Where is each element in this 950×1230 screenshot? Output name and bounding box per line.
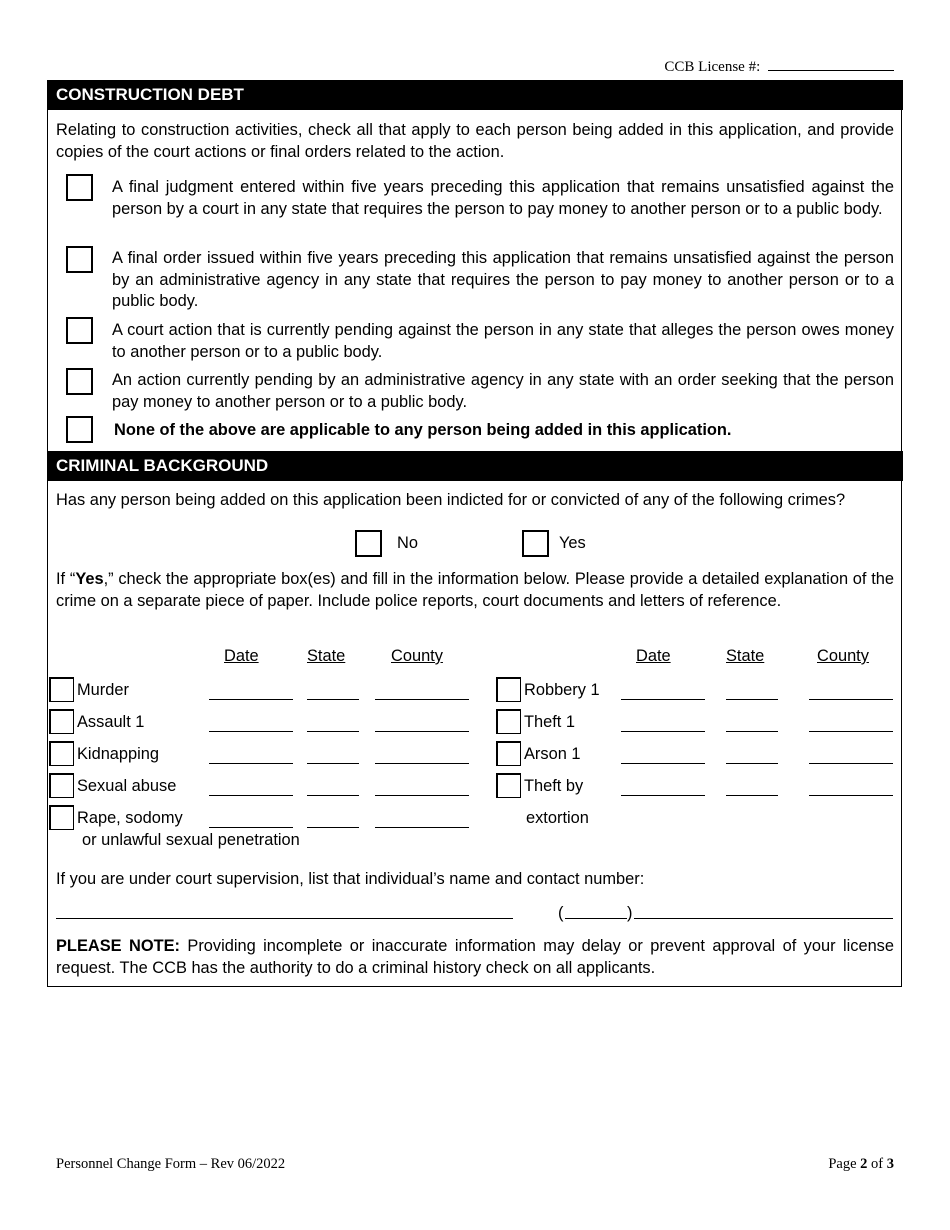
left-date-header: Date	[224, 647, 259, 665]
theft-extortion-county-line[interactable]	[809, 795, 893, 796]
arson-county-line[interactable]	[809, 763, 893, 764]
sexual-abuse-county-line[interactable]	[375, 795, 469, 796]
crime-checkbox-murder[interactable]	[49, 677, 74, 702]
theft-state-line[interactable]	[726, 731, 778, 732]
left-county-header: County	[391, 647, 443, 665]
assault-state-line[interactable]	[307, 731, 359, 732]
rape-state-line[interactable]	[307, 827, 359, 828]
crime-checkbox-arson[interactable]	[496, 741, 521, 766]
sexual-abuse-date-line[interactable]	[209, 795, 293, 796]
crime-label-assault: Assault 1	[77, 713, 145, 731]
crime-label-extortion-cont: extortion	[526, 809, 589, 827]
crime-checkbox-robbery[interactable]	[496, 677, 521, 702]
crime-label-kidnapping: Kidnapping	[77, 745, 160, 763]
construction-debt-intro: Relating to construction activities, check all that apply to each person being added in this application, and provide copies of the court actions or final orders related to the action.	[56, 121, 894, 161]
crime-label-arson: Arson 1	[524, 745, 581, 763]
crime-label-robbery: Robbery 1	[524, 681, 600, 699]
ccb-license-input-line[interactable]	[768, 56, 894, 71]
crime-label-theft-extortion: Theft by	[524, 777, 584, 795]
right-state-header: State	[726, 647, 765, 665]
theft-date-line[interactable]	[621, 731, 705, 732]
left-state-header: State	[307, 647, 346, 665]
crime-label-sexual-abuse: Sexual abuse	[77, 777, 177, 795]
debt-checkbox-2[interactable]	[66, 246, 93, 273]
rape-date-line[interactable]	[209, 827, 293, 828]
ccb-license-field	[664, 56, 894, 76]
debt-item-2: A final order issued within five years preceding this application that remains unsatisfied against the person by an administrative agency in any state that requires the person to pay money to another person or to a public body.	[112, 249, 894, 310]
murder-date-line[interactable]	[209, 699, 293, 700]
crime-checkbox-theft-extortion[interactable]	[496, 773, 521, 798]
crime-checkbox-rape[interactable]	[49, 805, 74, 830]
assault-county-line[interactable]	[375, 731, 469, 732]
robbery-date-line[interactable]	[621, 699, 705, 700]
phone-close-paren: )	[627, 904, 633, 922]
debt-checkbox-3[interactable]	[66, 317, 93, 344]
crime-checkbox-theft[interactable]	[496, 709, 521, 734]
supervisor-name-line[interactable]	[56, 918, 513, 919]
right-county-header: County	[817, 647, 869, 665]
criminal-question: Has any person being added on this application been indicted for or convicted of any of the following crimes?	[56, 491, 846, 509]
please-note: PLEASE NOTE: Providing incomplete or inaccurate information may delay or prevent approval of your license request. The CCB has the authority to do a criminal history check on all applicants.	[56, 937, 894, 977]
kidnapping-date-line[interactable]	[209, 763, 293, 764]
criminal-background-header: CRIMINAL BACKGROUND	[47, 451, 903, 481]
debt-checkbox-4[interactable]	[66, 368, 93, 395]
phone-area-code-line[interactable]	[565, 918, 627, 919]
criminal-yes-checkbox[interactable]	[522, 530, 549, 557]
crime-checkbox-kidnapping[interactable]	[49, 741, 74, 766]
debt-checkbox-1[interactable]	[66, 174, 93, 201]
criminal-no-label: No	[397, 534, 418, 552]
construction-debt-header: CONSTRUCTION DEBT	[47, 80, 903, 110]
theft-extortion-state-line[interactable]	[726, 795, 778, 796]
debt-checkbox-none[interactable]	[66, 416, 93, 443]
murder-county-line[interactable]	[375, 699, 469, 700]
criminal-instructions: If “Yes,” check the appropriate box(es) and fill in the information below. Please provide a detailed explanation of the crime on a separate piece of paper. Include police reports, court documents and letters of reference.	[56, 570, 894, 610]
assault-date-line[interactable]	[209, 731, 293, 732]
crime-checkbox-sexual-abuse[interactable]	[49, 773, 74, 798]
debt-item-4: An action currently pending by an administrative agency in any state with an order seeking that the person pay money to another person or to a public body.	[112, 371, 894, 411]
crime-label-theft: Theft 1	[524, 713, 576, 731]
footer-page-number: Page 2 of 3	[828, 1156, 894, 1172]
criminal-no-checkbox[interactable]	[355, 530, 382, 557]
crime-label-murder: Murder	[77, 681, 129, 699]
arson-state-line[interactable]	[726, 763, 778, 764]
crime-label-rape-cont: or unlawful sexual penetration	[82, 831, 300, 849]
theft-extortion-date-line[interactable]	[621, 795, 705, 796]
right-date-header: Date	[636, 647, 671, 665]
supervision-prompt: If you are under court supervision, list that individual’s name and contact number:	[56, 870, 645, 888]
sexual-abuse-state-line[interactable]	[307, 795, 359, 796]
crime-checkbox-assault[interactable]	[49, 709, 74, 734]
criminal-yes-label: Yes	[559, 534, 586, 552]
kidnapping-county-line[interactable]	[375, 763, 469, 764]
debt-item-none: None of the above are applicable to any person being added in this application.	[114, 421, 732, 439]
rape-county-line[interactable]	[375, 827, 469, 828]
phone-number-line[interactable]	[634, 918, 893, 919]
ccb-license-label: CCB License #:	[664, 59, 761, 75]
crime-label-rape: Rape, sodomy	[77, 809, 183, 827]
theft-county-line[interactable]	[809, 731, 893, 732]
footer-form-name: Personnel Change Form – Rev 06/2022	[56, 1156, 286, 1172]
kidnapping-state-line[interactable]	[307, 763, 359, 764]
debt-item-3: A court action that is currently pending against the person in any state that alleges the person owes money to another person or to a public body.	[112, 321, 894, 361]
murder-state-line[interactable]	[307, 699, 359, 700]
debt-item-1: A final judgment entered within five years preceding this application that remains unsatisfied against the person by a court in any state that requires the person to pay money to another person or to a public body.	[112, 178, 894, 218]
robbery-state-line[interactable]	[726, 699, 778, 700]
robbery-county-line[interactable]	[809, 699, 893, 700]
arson-date-line[interactable]	[621, 763, 705, 764]
phone-open-paren: (	[558, 904, 564, 922]
